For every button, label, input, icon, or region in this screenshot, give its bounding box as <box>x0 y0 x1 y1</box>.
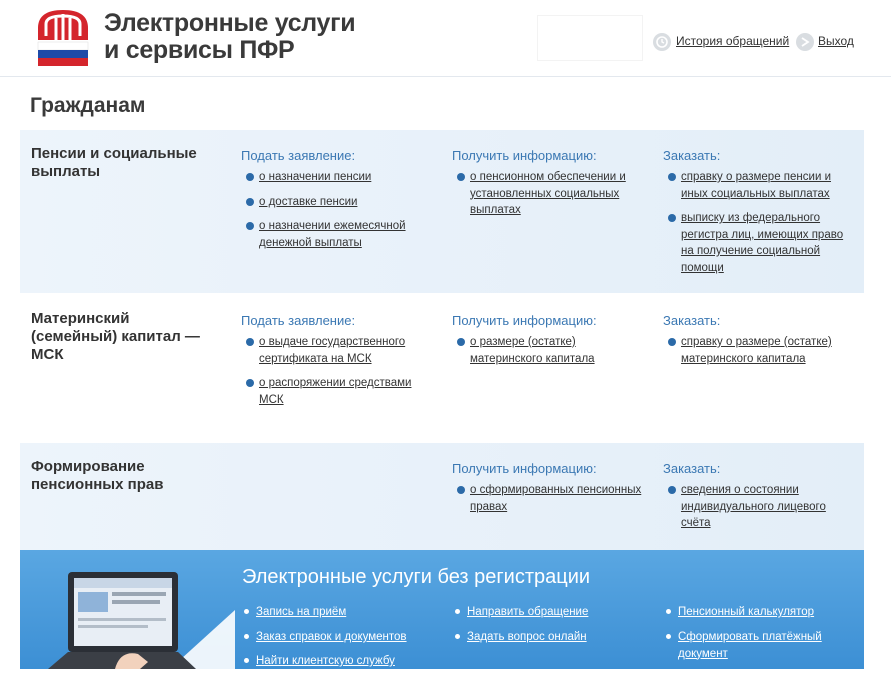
bullet-icon <box>457 486 465 494</box>
laptop-illustration <box>20 550 235 669</box>
bullet-icon <box>246 338 254 346</box>
bullet-icon <box>246 198 254 206</box>
service-link[interactable]: справку о размере (остатке) материнского капитала <box>681 336 832 365</box>
list-item[interactable] <box>663 210 858 276</box>
service-link[interactable]: о доставке пенсии <box>259 195 358 208</box>
section-pension-rights <box>20 443 864 550</box>
page-title: Гражданам <box>30 94 146 117</box>
bullet-icon <box>455 634 460 639</box>
banner-link[interactable] <box>453 629 587 646</box>
list-item[interactable] <box>452 169 632 219</box>
list-item[interactable] <box>241 375 416 408</box>
banner-link-text[interactable]: Задать вопрос онлайн <box>467 631 587 643</box>
bullet-icon <box>246 222 254 230</box>
section-title: Пенсии и социальные выплаты <box>31 145 197 180</box>
bullet-icon <box>457 173 465 181</box>
history-icon[interactable] <box>653 33 671 51</box>
section-title: Формирование пенсионных прав <box>31 458 164 493</box>
list-item[interactable] <box>663 169 858 202</box>
section-pensions <box>20 130 864 293</box>
bullet-icon <box>244 658 249 663</box>
info-column <box>452 461 647 523</box>
list-item[interactable] <box>452 334 627 367</box>
service-link[interactable]: о размере (остатке) материнского капитала <box>470 336 595 365</box>
exit-link[interactable]: Выход <box>818 34 854 48</box>
column-heading: Подать заявление: <box>241 313 356 328</box>
order-column <box>663 148 858 284</box>
list-item[interactable] <box>241 218 421 251</box>
list-item[interactable] <box>663 482 858 532</box>
bullet-icon <box>244 634 249 639</box>
bullet-icon <box>455 609 460 614</box>
exit-icon[interactable] <box>796 33 814 51</box>
banner-link[interactable] <box>664 604 814 621</box>
banner-link-text[interactable]: Пенсионный калькулятор <box>678 606 815 618</box>
banner-link-text[interactable]: Заказ справок и документов <box>256 631 407 643</box>
banner-link-text[interactable]: Направить обращение <box>467 606 589 618</box>
banner-link-text[interactable]: Запись на приём <box>256 606 347 618</box>
service-link[interactable]: о сформированных пенсионных правах <box>470 484 642 513</box>
bullet-icon <box>666 634 671 639</box>
site-title <box>104 10 355 64</box>
banner-link[interactable] <box>242 653 395 669</box>
bullet-icon <box>668 486 676 494</box>
no-registration-banner <box>20 550 864 669</box>
pfr-logo[interactable] <box>32 6 94 68</box>
column-heading: Получить информацию: <box>452 148 597 163</box>
header <box>0 0 891 77</box>
order-column <box>663 461 858 540</box>
list-item[interactable] <box>241 334 416 367</box>
service-link[interactable]: о выдаче государственного сертификата на МСК <box>259 336 406 365</box>
list-item[interactable] <box>452 482 647 515</box>
section-title: Материнский (семейный) капитал — МСК <box>31 310 200 363</box>
service-link[interactable]: сведения о состоянии индивидуального лицевого счёта <box>681 484 826 529</box>
banner-link-text[interactable]: Сформировать платёжный документ <box>678 631 822 660</box>
list-item[interactable] <box>663 334 843 367</box>
bullet-icon <box>246 173 254 181</box>
banner-title: Электронные услуги без регистрации <box>242 566 591 588</box>
service-link[interactable]: о пенсионном обеспечении и установленных социальных выплатах <box>470 171 626 216</box>
service-link[interactable]: о распоряжении средствами МСК <box>259 377 412 406</box>
column-heading: Заказать: <box>663 313 721 328</box>
column-heading: Подать заявление: <box>241 148 356 163</box>
banner-link[interactable] <box>664 629 834 662</box>
apply-column <box>241 148 441 259</box>
banner-link[interactable] <box>242 629 407 646</box>
banner-link[interactable] <box>242 604 346 621</box>
service-link[interactable]: о назначении ежемесячной денежной выплаты <box>259 220 406 249</box>
bullet-icon <box>668 338 676 346</box>
bullet-icon <box>668 214 676 222</box>
section-maternity-capital <box>20 293 864 443</box>
banner-link[interactable] <box>453 604 588 621</box>
order-column <box>663 313 843 375</box>
column-heading: Получить информацию: <box>452 461 597 476</box>
info-column <box>452 148 632 227</box>
apply-column <box>241 313 416 416</box>
bullet-icon <box>668 173 676 181</box>
list-item[interactable] <box>241 194 441 211</box>
bullet-icon <box>246 379 254 387</box>
bullet-icon <box>457 338 465 346</box>
history-link[interactable]: История обращений <box>676 34 790 48</box>
column-heading: Получить информацию: <box>452 313 597 328</box>
service-link[interactable]: справку о размере пенсии и иных социальных выплатах <box>681 171 831 200</box>
column-heading: Заказать: <box>663 461 721 476</box>
bullet-icon <box>666 609 671 614</box>
info-column <box>452 313 627 375</box>
service-link[interactable]: выписку из федерального регистра лиц, имеющих право на получение социальной помощи <box>681 212 844 274</box>
list-item[interactable] <box>241 169 441 186</box>
bullet-icon <box>244 609 249 614</box>
service-link[interactable]: о назначении пенсии <box>259 171 372 183</box>
site-title-line1: Электронные услуги <box>104 9 356 37</box>
banner-link-text[interactable]: Найти клиентскую службу <box>256 655 395 667</box>
blank-panel <box>538 16 642 60</box>
column-heading: Заказать: <box>663 148 721 163</box>
site-title-line2: и сервисы ПФР <box>104 36 295 64</box>
